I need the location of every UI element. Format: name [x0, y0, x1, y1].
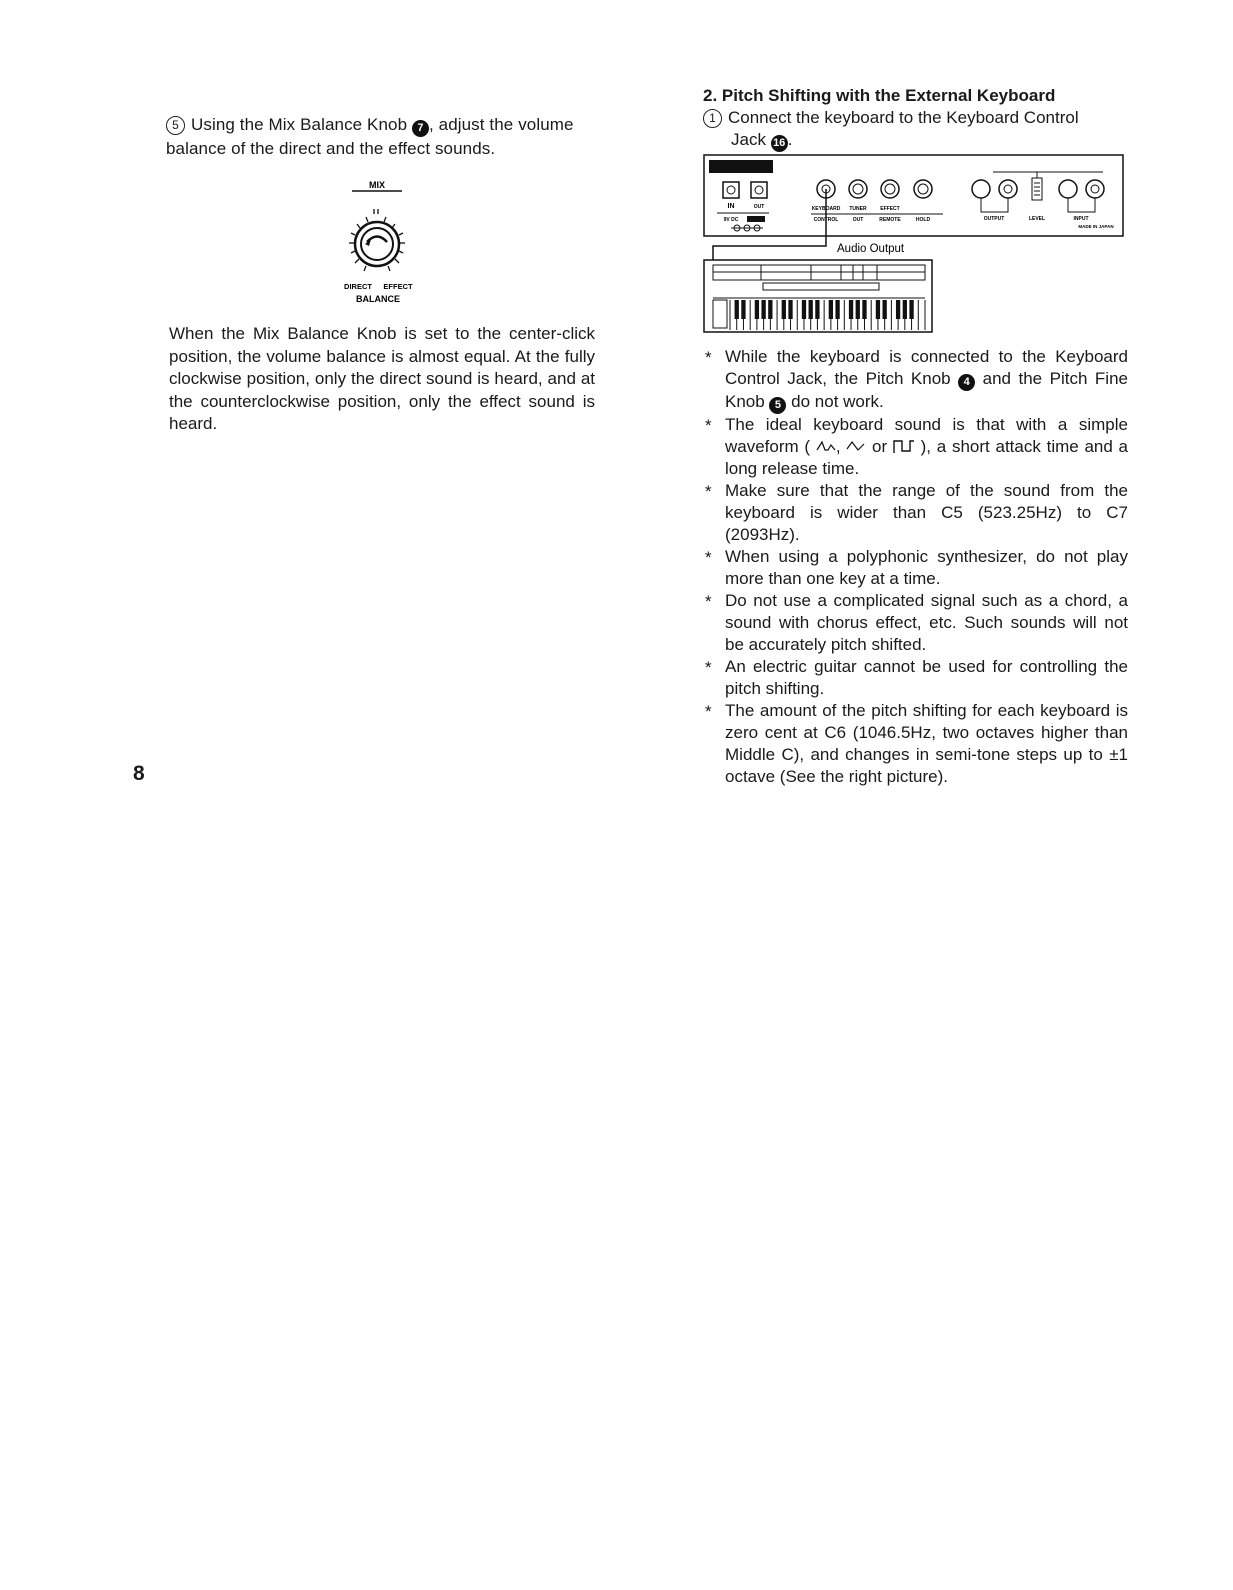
note-item: * The amount of the pitch shifting for each keyboard is zero cent at C6 (1046.5Hz, two octaves higher than Middle C), and changes in semi-tone steps up to ±1 octave (See the right picture).	[705, 701, 1128, 786]
svg-text:OUT: OUT	[753, 204, 765, 210]
mix-label: MIX	[368, 180, 386, 190]
bullet-star: *	[705, 348, 712, 367]
mix-balance-paragraph: When the Mix Balance Knob is set to the center-click position, the volume balance is almost equal. At the fully clockwise position, only the direct sound is heard, and at the counterclockwise position, only the effect sound is heard.	[169, 324, 595, 433]
svg-text:CONTROL: CONTROL	[813, 217, 839, 223]
step-1: 1 Connect the keyboard to the Keyboard Control Jack 16 .	[703, 107, 1126, 152]
step-5: 5 Using the Mix Balance Knob 7 , adjust the volume balance of the direct and the effect sounds.	[166, 115, 574, 158]
svg-text:KEYBOARD: KEYBOARD	[811, 206, 841, 212]
svg-text:TUNER: TUNER	[849, 206, 867, 212]
note-item: * Do not use a complicated signal such as a chord, a sound with chorus effect, etc. Such sounds will not be accurately pitch shifted.	[705, 591, 1128, 654]
bullet-star: *	[705, 416, 712, 435]
svg-text:OUT: OUT	[852, 217, 864, 223]
jack-ref-badge: 16	[771, 135, 788, 152]
step-number: 5	[166, 116, 185, 135]
waveform-tri-icon	[846, 437, 866, 456]
notes-list	[705, 346, 1128, 788]
balance-label: BALANCE	[356, 294, 400, 304]
svg-text:REMOTE: REMOTE	[879, 217, 901, 223]
waveform-saw-icon	[816, 437, 836, 456]
svg-text:OUTPUT: OUTPUT	[983, 216, 1005, 222]
page-number: 8	[133, 762, 145, 785]
step-1-text-a: Connect the keyboard to the Keyboard Control	[728, 108, 1079, 127]
note-item: * When using a polyphonic synthesizer, do not play more than one key at a time.	[705, 547, 1128, 588]
bullet-star: *	[705, 482, 712, 501]
note-item: * Make sure that the range of the sound from the keyboard is wider than C5 (523.25Hz) to C7 (2093Hz).	[705, 481, 1128, 544]
step-number: 1	[703, 109, 722, 128]
bullet-star: *	[705, 592, 712, 611]
knob-ref-badge: 5	[769, 397, 786, 414]
svg-text:IN: IN	[727, 203, 735, 210]
svg-text:INPUT: INPUT	[1073, 216, 1089, 222]
note-item: * An electric guitar cannot be used for controlling the pitch shifting.	[705, 657, 1128, 698]
section-heading: 2. Pitch Shifting with the External Keyboard	[703, 86, 1056, 105]
waveform-sq-icon	[893, 437, 915, 456]
keyboard-connection-diagram	[703, 154, 1125, 334]
audio-output-label: Audio Output	[837, 243, 905, 255]
note-item: * While the keyboard is connected to the Keyboard Control Jack, the Pitch Knob 4 and the Pitch Fine Knob 5 do not work.	[705, 346, 1128, 414]
bullet-star: *	[705, 658, 712, 677]
note-item: * The ideal keyboard sound is that with a simple waveform ( , or ), a short attack time and a long release time.	[705, 415, 1129, 478]
direct-label: DIRECT	[344, 282, 372, 291]
svg-text:EFFECT: EFFECT	[880, 206, 900, 212]
bullet-star: *	[705, 548, 712, 567]
effect-label: EFFECT	[383, 282, 413, 291]
svg-text:MADE IN JAPAN: MADE IN JAPAN	[1078, 224, 1114, 229]
svg-text:9V DC: 9V DC	[723, 217, 739, 223]
knob-ref-badge: 7	[412, 120, 429, 137]
mix-balance-knob-figure	[322, 176, 432, 306]
svg-text:LEVEL: LEVEL	[1028, 216, 1046, 222]
knob-ref-badge: 4	[958, 374, 975, 391]
bullet-star: *	[705, 702, 712, 721]
svg-text:HOLD: HOLD	[915, 217, 931, 223]
